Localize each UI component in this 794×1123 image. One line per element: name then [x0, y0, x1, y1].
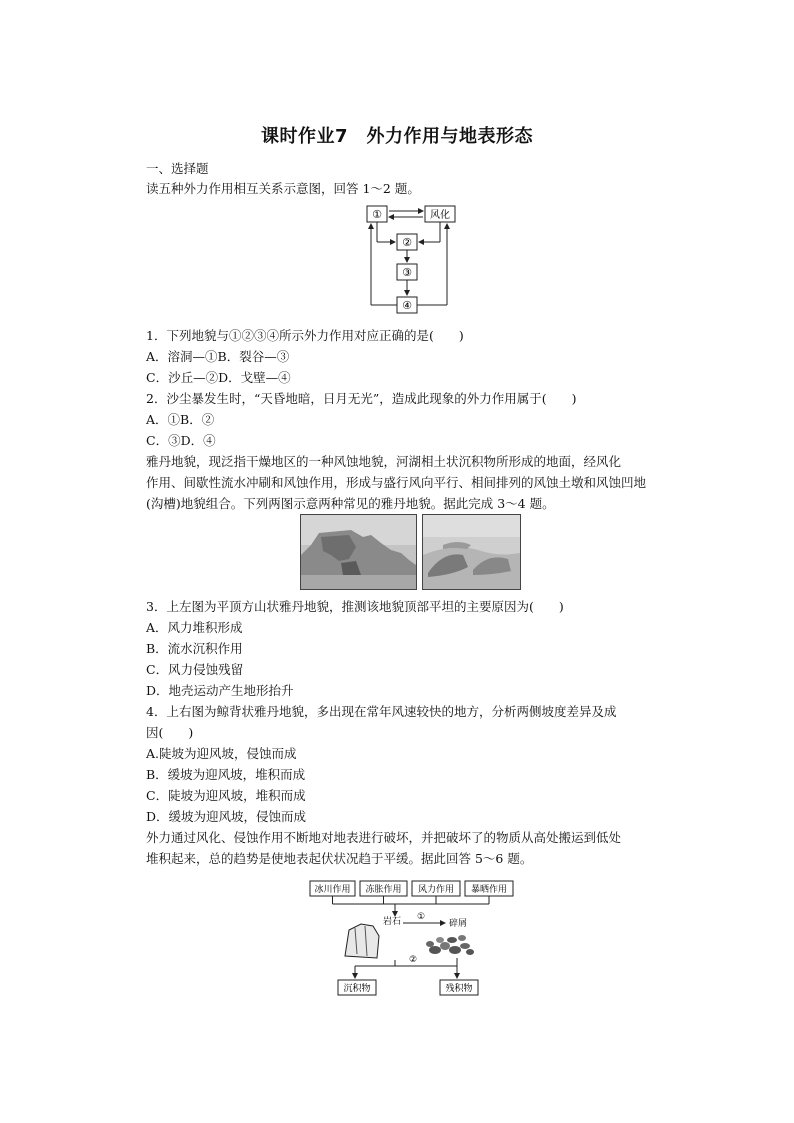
q3-option-c: C．风力侵蚀残留 [146, 662, 244, 677]
weathering-intro-line2: 堆积起来，总的趋势是使地表起伏状况趋于平缓。据此回答 5～6 题。 [146, 851, 533, 866]
diagram-box-weathering: 风化 [430, 210, 450, 221]
weathering-intro-line1: 外力通过风化、侵蚀作用不断地对地表进行破坏，并把破坏了的物质从高处搬运到低处 [146, 830, 622, 845]
diagram-box-3: ③ [402, 266, 412, 279]
arrow-2-label: ② [409, 955, 418, 965]
box-sun-exposure: 暴晒作用 [470, 885, 508, 895]
yardang-intro-line3: (沟槽)地貌组合。下列两图示意两种常见的雅丹地貌。据此完成 3～4 题。 [146, 496, 555, 511]
diagram-box-4: ④ [402, 299, 412, 312]
weathering-diagram [305, 878, 520, 998]
yardang-intro-line1: 雅丹地貌，现泛指干燥地区的一种风蚀地貌，河湖相土状沉积物所形成的地面，经风化 [146, 454, 622, 469]
box-glacier-action: 冰川作用 [314, 885, 351, 895]
q3-option-d: D．地壳运动产生地形抬升 [146, 683, 294, 698]
external-forces-diagram [355, 200, 470, 320]
q4-option-c: C．陡坡为迎风坡，堆积而成 [146, 788, 306, 803]
q3-option-b: B．流水沉积作用 [146, 641, 243, 656]
q1-stem: 1．下列地貌与①②③④所示外力作用对应正确的是( ) [146, 328, 464, 343]
section-heading: 一、选择题 [146, 161, 209, 176]
sediment-box: 沉积物 [343, 984, 371, 994]
arrow-1-label: ① [417, 912, 426, 922]
q3-stem: 3．上左图为平顶方山状雅丹地貌，推测该地貌顶部平坦的主要原因为( ) [146, 599, 564, 614]
page-title: 课时作业7 外力作用与地表形态 [260, 126, 534, 147]
q2-stem: 2．沙尘暴发生时，“天昏地暗，日月无光”，造成此现象的外力作用属于( ) [146, 391, 577, 406]
box-frost-heave: 冻胀作用 [365, 885, 402, 895]
q2-options-ab: A．①B．② [146, 412, 215, 427]
rock-label: 岩石 [383, 917, 402, 927]
yardang-intro-line2: 作用、间歇性流水冲刷和风蚀作用，形成与盛行风向平行、相间排列的风蚀土墩和风蚀凹地 [146, 475, 647, 490]
debris-illustration [426, 935, 474, 955]
q4-option-a: A.陡坡为迎风坡，侵蚀而成 [146, 746, 297, 761]
q2-options-cd: C．③D．④ [146, 433, 216, 448]
diagram-box-1: ① [372, 208, 382, 221]
yardang-flat-top-photo [300, 514, 417, 590]
q4-option-d: D．缓坡为迎风坡，侵蚀而成 [146, 809, 307, 824]
q3-option-a: A．风力堆积形成 [146, 620, 243, 635]
rock-illustration [345, 924, 379, 958]
yardang-whaleback-photo [422, 514, 521, 590]
q4-option-b: B．缓坡为迎风坡，堆积而成 [146, 767, 306, 782]
q1-options-cd: C．沙丘—②D．戈壁—④ [146, 370, 291, 385]
q1-options-ab: A．溶洞—①B．裂谷—③ [146, 349, 290, 364]
debris-label: 碎屑 [449, 919, 468, 929]
q4-stem-line2: 因( ) [146, 725, 194, 740]
q4-stem-line1: 4．上右图为鲸背状雅丹地貌，多出现在常年风速较快的地方，分析两侧坡度差异及成 [146, 704, 617, 719]
diagram-box-2: ② [402, 236, 412, 249]
box-wind-action: 风力作用 [417, 885, 455, 895]
residue-box: 残积物 [445, 984, 473, 994]
intro-q1-2: 读五种外力作用相互关系示意图，回答 1～2 题。 [146, 181, 420, 196]
